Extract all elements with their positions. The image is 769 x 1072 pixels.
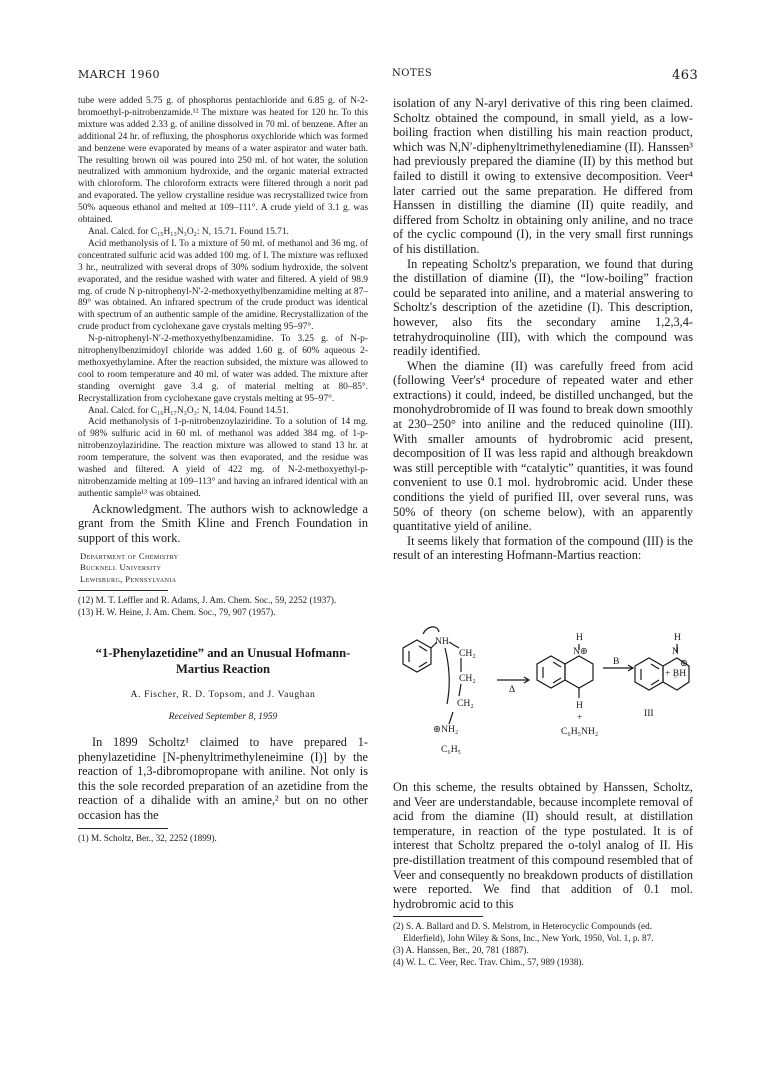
footnote: (1) M. Scholtz, Ber., 32, 2252 (1899). xyxy=(78,832,217,843)
footnote: (4) W. L. C. Veer, Rec. Trav. Chim., 57, 989 (1938). xyxy=(393,956,584,967)
footnote: (2) S. A. Ballard and D. S. Melstrom, in Heterocyclic Compounds (ed. Elderfield), John Wiley & Sons, Inc., New York, 1950, Vol. 1, p. 87. xyxy=(393,921,654,944)
scheme-label: B xyxy=(613,656,620,667)
scheme-label: N⊕ xyxy=(573,646,588,657)
benzene-ring-right xyxy=(635,658,663,690)
reaction-scheme xyxy=(393,612,693,774)
scheme-label: ⊕ xyxy=(680,658,689,669)
benzene-ring-left xyxy=(403,640,431,672)
scheme-label: H xyxy=(576,632,583,643)
benzene-ring-mid xyxy=(537,656,565,688)
scheme-label: Δ xyxy=(509,684,516,695)
affiliation-line: Department of Chemistry xyxy=(80,550,179,561)
aromatic-bond xyxy=(553,662,561,667)
affiliation-block xyxy=(80,551,368,586)
body-paragraph: On this scheme, the results obtained by Hanssen, Scholtz, and Veer are understandable, because incomplete removal of acid from the diamine (II) should result, at distillation temperature, in reaction of the type postulated. It is of interest that Scholtz prepared the o-tolyl analog of II. His pre-distillation treatment of this compound resembled that of Veer and consequently no breakdown products of distillation were reported. We find that addition of 0.1 mol. hydrobromic acid to this xyxy=(393,780,693,911)
scheme-label: CH₂ xyxy=(459,648,476,659)
aromatic-bond xyxy=(651,664,659,669)
left-column xyxy=(78,96,368,844)
scheme-label: ⊕NH₂ xyxy=(433,724,459,735)
experimental-paragraph: N-p-nitrophenyl-N′-2-methoxyethylbenzamidine. To 3.25 g. of N-p-nitrophenylbenzimidoyl chloride was added 1.60 g. of 60% aqueous 2-methoxyethylamine. After the reaction subsided, the mixture was allowed to cool to room temperature and 40 ml. of water was added. The mixture after standing overnight gave 3.4 g. of material melting at 80–85°. Recrystallization from cyclohexane gave crystals melting at 95–97°. xyxy=(78,334,368,404)
scheme-label: CH₂ xyxy=(457,698,474,709)
scheme-label: C₆H₅NH₂ xyxy=(561,726,599,737)
experimental-paragraph: Acid methanolysis of I. To a mixture of 50 ml. of methanol and 36 mg. of concentrated sulfuric acid was added 100 mg. of I. The mixture was refluxed 3 hr., neutralized with several drops of 30% sodium hydroxide, the solvent evaporated, and the residue washed with water and filtered. A yield of 98.9 mg. of crude N p-nitrophenyl-N′-2-methoxyethylbenzamidine melting at 87–89° was obtained. An infrared spectrum of the crude product was identical with spectrum of an authentic sample of the amidine. Recrystallization of the crude product from cyclohexane gave crystals melting 95–97°. xyxy=(78,238,368,333)
footnote: (13) H. W. Heine, J. Am. Chem. Soc., 79, 907 (1957). xyxy=(78,607,276,618)
chain-bond xyxy=(449,712,453,724)
intro-paragraph: In 1899 Scholtz¹ claimed to have prepared 1-phenylazetidine [N-phenyltrimethyleneimine (I)] by the reaction of 1,3-dibromopropane with aniline. Not only is this the sole recorded preparation of an azetidine from the reaction of a dihalide with an amine,² but on no other occasion has the xyxy=(78,734,368,822)
scheme-label: C₆H₅ xyxy=(441,744,462,755)
footnote-rule xyxy=(78,828,168,829)
arrow-curve xyxy=(423,627,439,634)
experimental-paragraph: Acid methanolysis of 1-p-nitrobenzoylaziridine. To a solution of 14 mg. of 98% sulfuric acid in 60 ml. of methanol was added 384 mg. of 1-p-nitrobenzoylaziridine. The reaction mixture was allowed to stand 13 hr. at room temperature, the solvent was then evaporated, and the residue was washed and filtered. A yield of 422 mg. of N-2-methoxyethyl-p-nitrobenzamide melting at 109–113° and having an infrared identical with an authentic sample¹³ was obtained. xyxy=(78,417,368,499)
footnote: (3) A. Hanssen, Ber., 20, 781 (1887). xyxy=(393,944,529,955)
scheme-label: + B̤H xyxy=(665,668,687,679)
scheme-label: NH xyxy=(435,636,449,647)
body-paragraph: It seems likely that formation of the compound (III) is the result of an interesting Hofmann-Martius reaction: xyxy=(393,533,693,563)
running-header-date: MARCH 1960 xyxy=(78,68,160,81)
scheme-label: H xyxy=(674,632,681,643)
article-authors: A. Fischer, R. D. Topsom, and J. Vaughan xyxy=(130,688,316,700)
body-paragraph: When the diamine (II) was carefully freed from acid (following Veer's⁴ procedure of repeated water and ether extractions) it could, indeed, be distilled unchanged, but the monohydrobromide of II was found to break down smoothly at 230–250° into aniline and the reduced quinoline (III). With smaller amounts of hydrobromic acid present, decomposition of II was less rapid and although breakdown was still perceptible with “catalytic” quantities, it was found convenient to use 0.1 mol. hydrobromic acid. Under these conditions the yield of purified III, over several runs, was 50% of theory (on scheme below), with an apparently quantitative yield of aniline. xyxy=(393,358,693,534)
scheme-label: N xyxy=(672,646,679,657)
footnote-rule xyxy=(78,590,168,591)
running-header-section: NOTES xyxy=(392,68,433,79)
scheme-label: + xyxy=(577,712,583,723)
aromatic-bond xyxy=(553,678,561,683)
arrow-curve xyxy=(445,648,449,704)
right-column xyxy=(393,96,693,563)
page-number: 463 xyxy=(672,68,699,83)
body-paragraph: isolation of any N-aryl derivative of this ring been claimed. Scholtz obtained the compound, in small yield, as a low-boiling fraction when distilling his main reaction product, which was N,N′-diphenyltrimethylenediamine (II). Hanssen³ had previously prepared the diamine (II) by this method but failed to distill it owing to extensive decomposition. Veer⁴ later carried out the same preparation. He differed from Hanssen in distilling the diamine (II) quite readily, and differed from Scholtz in obtaining only aniline, and no trace of the cyclic compound (I), in the very small first runnings of his distillation. xyxy=(393,96,693,256)
analysis-line: Anal. Calcd. for C₁₆H₁₇N₃O₃: N, 14.04. Found 14.51. xyxy=(88,405,289,416)
chain-bond xyxy=(459,684,461,696)
experimental-paragraph: tube were added 5.75 g. of phosphorus pentachloride and 6.85 g. of N-2-bromoethyl-p-nitrobenzamide.¹² The mixture was heated for 120 hr. To this mixture was added 2.33 g. of aniline dissolved in 70 ml. of benzene. After an additional 24 hr. of refluxing, the phosphorus oxychloride which was formed and benzene were evaporated by means of a water aspirator and water bath. The resulting brown oil was poured into 250 ml. of hot water, the solution neutralized with ammonium hydroxide, and the organic material extracted with chloroform. The chloroform extracts were filtered through a norit pad and evaporated. The yellow crystalline residue was recrystallized twice from 50% aqueous ethanol and melted at 109–111°. A crude yield of 3.1 g. was obtained. xyxy=(78,96,368,226)
scheme-label: H xyxy=(576,700,583,711)
article-title: “1-Phenylazetidine” and an Unusual Hofmann-Martius Reaction xyxy=(95,645,351,676)
affiliation-line: Bucknell University xyxy=(80,562,162,573)
saturated-ring-mid xyxy=(565,656,593,688)
analysis-line: Anal. Calcd. for C₁₅H₁₃N₃O₂: N, 15.71. Found 15.71. xyxy=(88,226,289,237)
chain-bond xyxy=(449,642,459,648)
footnote-rule xyxy=(393,916,483,917)
acknowledgment: Acknowledgment. The authors wish to acknowledge a grant from the Smith Kline and French Foundation in support of this work. xyxy=(78,501,368,545)
body-paragraph: In repeating Scholtz's preparation, we found that during the distillation of diamine (II), the “low-boiling” fraction could be separated into aniline, and a material answering to Scholtz's description of the azetidine (I). This description, however, also fits the secondary amine 1,2,3,4-tetrahydroquinoline (III), with which the compound was readily identified. xyxy=(393,256,693,359)
aromatic-bond xyxy=(419,662,427,667)
footnote: (12) M. T. Leffler and R. Adams, J. Am. Chem. Soc., 59, 2252 (1937). xyxy=(78,595,337,606)
aromatic-bond xyxy=(419,646,427,651)
received-date: Received September 8, 1959 xyxy=(168,710,278,722)
compound-label: III xyxy=(644,708,654,719)
aromatic-bond xyxy=(651,680,659,685)
affiliation-line: Lewisburg, Pennsylvania xyxy=(80,573,177,584)
right-column-lower xyxy=(393,780,693,969)
scheme-label: CH₂ xyxy=(459,673,476,684)
